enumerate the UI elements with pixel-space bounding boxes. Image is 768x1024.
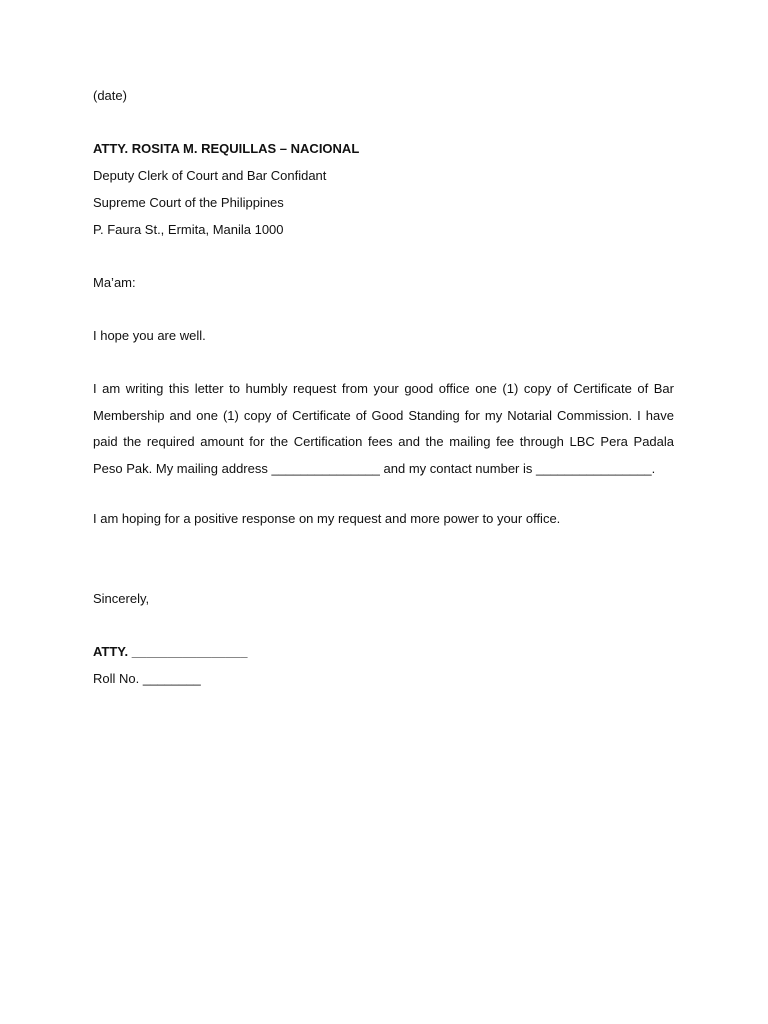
recipient-address: P. Faura St., Ermita, Manila 1000 [93,222,284,237]
letter-page [93,86,674,696]
letter-date: (date) [93,88,127,103]
recipient-name: ATTY. ROSITA M. REQUILLAS – NACIONAL [93,141,360,156]
opening-line: I hope you are well. [93,328,206,343]
signature-name: ATTY. ________________ [93,644,248,660]
valediction: Sincerely, [93,591,150,607]
recipient-office: Supreme Court of the Philippines [93,195,284,210]
closing-paragraph: I am hoping for a positive response on my request and more power to your office. [93,511,561,527]
recipient-position: Deputy Clerk of Court and Bar Confidant [93,168,327,183]
salutation: Ma’am: [93,275,136,290]
roll-number: Roll No. ________ [93,671,201,687]
body-paragraph [93,376,674,482]
body-text: I am writing this letter to humbly request from your good office one (1) copy of Certificate of Bar Membership and one (1) copy of Certificate of Good Standing for my Notarial Commission. I have paid the required amount for the Certification fees and the mailing fee through LBC Pera Padala Peso Pak. My mailing address _______________ and my contact number is ________________. [93,381,674,476]
